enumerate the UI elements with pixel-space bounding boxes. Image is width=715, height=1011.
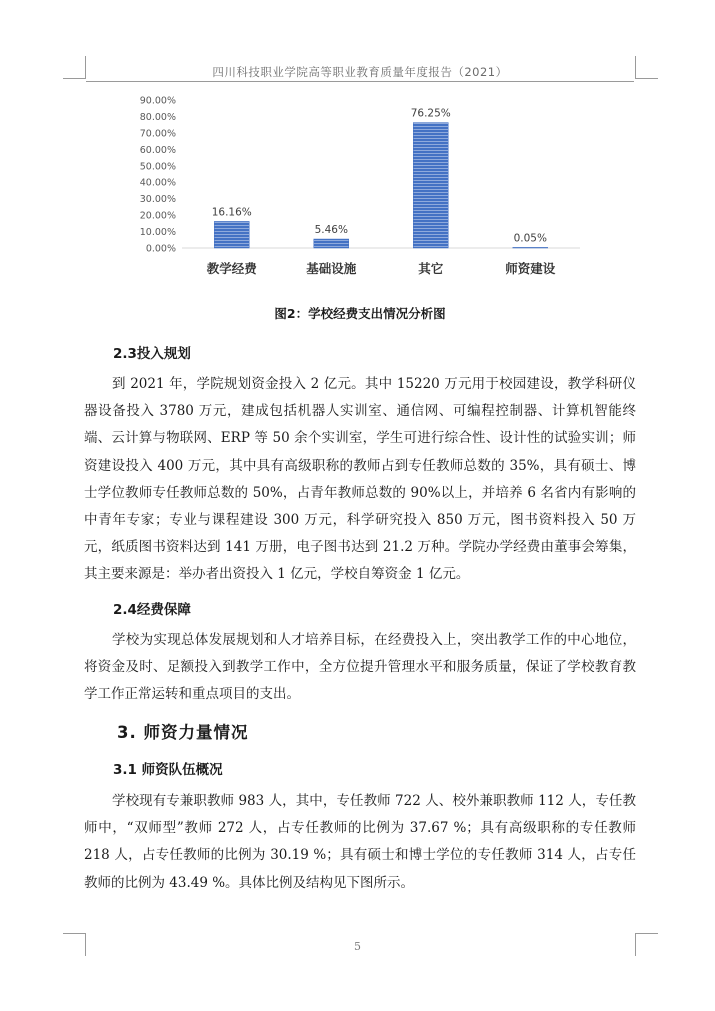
- category-label: 基础设施: [306, 261, 357, 276]
- category-label: 师资建设: [505, 261, 556, 276]
- bar: [413, 123, 448, 248]
- bar: [214, 221, 249, 248]
- y-tick-label: 30.00%: [139, 194, 176, 206]
- bar: [513, 247, 548, 248]
- section-2-4-paragraph: 学校为实现总体发展规划和人才培养目标，在经费投入上，突出教学工作的中心地位，将资金及时、足额投入到教学工作中，全方位提升管理水平和服务质量，保证了学校教育教学工作正常运转和重点项目的支出。: [84, 632, 636, 703]
- data-label: 5.46%: [314, 224, 348, 237]
- y-tick-label: 50.00%: [139, 161, 176, 173]
- y-tick-label: 0.00%: [145, 243, 176, 255]
- data-label: 0.05%: [513, 232, 547, 245]
- running-header: 四川科技职业学院高等职业教育质量年度报告（2021）: [212, 65, 508, 79]
- figure-caption: 图2：学校经费支出情况分析图: [274, 306, 446, 321]
- section-3-heading: 3. 师资力量情况: [117, 723, 249, 742]
- data-label: 16.16%: [211, 206, 252, 219]
- y-tick-label: 80.00%: [139, 111, 176, 123]
- bar: [314, 239, 349, 248]
- data-label: 76.25%: [410, 107, 451, 120]
- section-2-3-paragraph: 到 2021 年，学院规划资金投入 2 亿元。其中 15220 万元用于校园建设，教学科研仪器设备投入 3780 万元，建成包括机器人实训室、通信网、可编程控制器、计算机智能终端、云计算与物联网、ERP 等 50 余个实训室，学生可进行综合性、设计性的试验实训；师资建设投入 400 万元，其中具有高级职称的教师占到专任教师总数的 35%，具有硕士、博士学位教师专任教师总数的 50%，占青年教师总数的 90%以上，并培养 6 名省内有影响的中青年专家；专业与课程建设 300 万元，科学研究投入 850 万元，图书资料投入 50 万元，纸质图书资料达到 141 万册，电子图书达到 21.2 万种。学院办学经费由董事会筹集，其主要来源是：举办者出资投入 1 亿元，学校自筹资金 1 亿元。: [84, 376, 636, 583]
- y-tick-label: 60.00%: [139, 144, 176, 156]
- crop-mark-top-right: [635, 56, 658, 79]
- y-tick-label: 10.00%: [139, 227, 176, 239]
- y-tick-label: 20.00%: [139, 210, 176, 222]
- y-tick-label: 90.00%: [139, 95, 176, 107]
- header-rule: [86, 81, 634, 82]
- expenditure-bar-chart: [130, 88, 600, 288]
- page-number: 5: [354, 940, 361, 953]
- crop-mark-top-left: [63, 56, 86, 79]
- category-label: 教学经费: [206, 261, 257, 276]
- y-tick-label: 40.00%: [139, 177, 176, 189]
- y-tick-label: 70.00%: [139, 128, 176, 140]
- section-3-1-heading: 3.1 师资队伍概况: [113, 762, 223, 778]
- section-3-1-paragraph: 学校现有专兼职教师 983 人，其中，专任教师 722 人、校外兼职教师 112 人，专任教师中，“双师型”教师 272 人，占专任教师的比例为 37.67 %；具有高级职称的专任教师 218 人，占专任教师的比例为 30.19 %；具有硕士和博士学位的专任教师 314 人，占专任教师的比例为 43.49 %。具体比例及结构见下图所示。: [84, 793, 636, 891]
- section-2-3-heading: 2.3投入规划: [113, 346, 191, 362]
- category-label: 其它: [418, 261, 444, 276]
- section-2-4-heading: 2.4经费保障: [113, 602, 191, 618]
